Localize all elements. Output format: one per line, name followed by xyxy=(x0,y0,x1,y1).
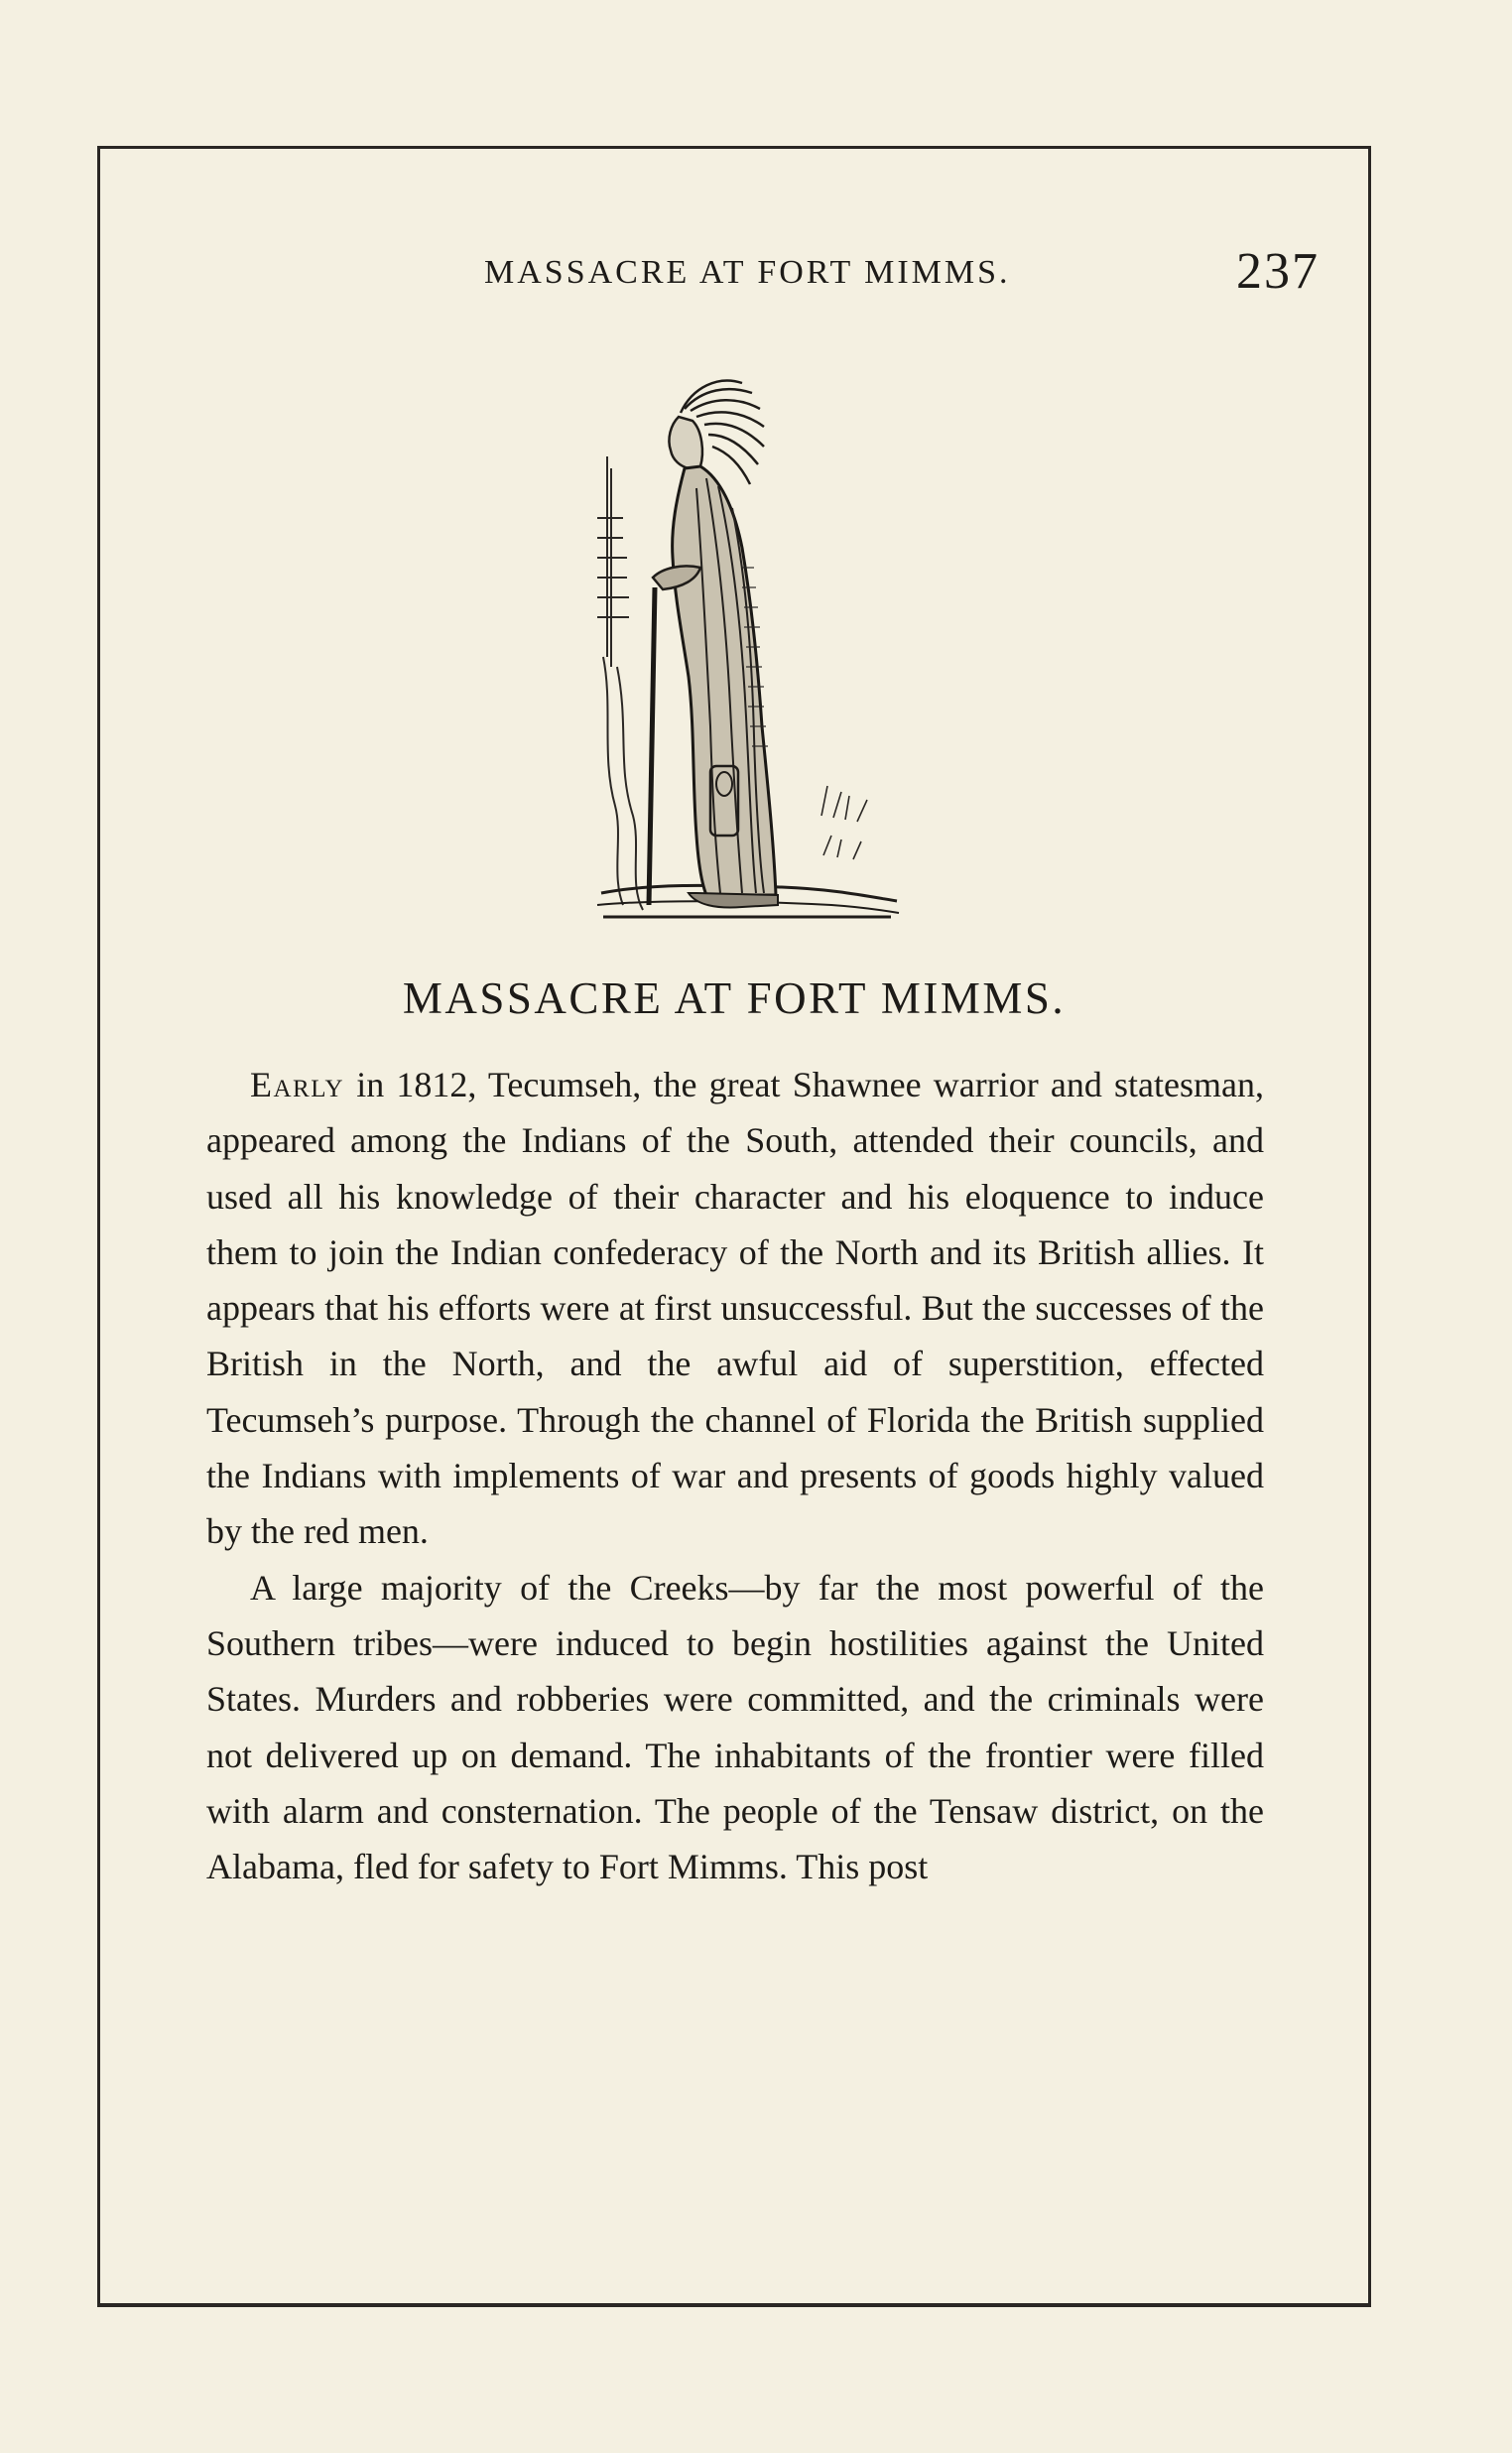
warrior-illustration xyxy=(593,369,901,925)
paragraph-1 xyxy=(206,1057,1264,1560)
chapter-title: MASSACRE AT FORT MIMMS. xyxy=(402,973,1067,1023)
running-head xyxy=(97,243,1371,306)
paragraph-lead-word: Early xyxy=(250,1065,345,1104)
running-title: MASSACRE AT FORT MIMMS. xyxy=(484,254,1011,291)
paragraph-text: in 1812, Tecumseh, the great Shawnee warrior and statesman, appeared among the Indians of the South, attended their councils, and used all his knowledge of their character and his eloquence to induce them to join the Indian confederacy of the North and its British allies. It appears that his efforts were at first unsuccessful. But the successes of the British in the North, and the awful aid of superstition, effected Tecumseh’s purpose. Through the channel of Florida the British supplied the Indians with implements of war and presents of goods highly valued by the red men. xyxy=(206,1065,1264,1552)
page-number: 237 xyxy=(1236,243,1320,300)
paragraph-text: A large majority of the Creeks—by far the most powerful of the Southern tribes—were induced to begin hostilities against the United States. Murders and robberies were committed, and the criminals were not delivered up on demand. The inhabitants of the frontier were filled with alarm and consternation. The people of the Tensaw district, on the Alabama, fled for safety to Fort Mimms. This post xyxy=(206,1567,1264,1887)
paragraph-2 xyxy=(206,1560,1264,1895)
native-warrior-engraving-icon xyxy=(593,369,901,925)
body-text xyxy=(206,1057,1264,1894)
